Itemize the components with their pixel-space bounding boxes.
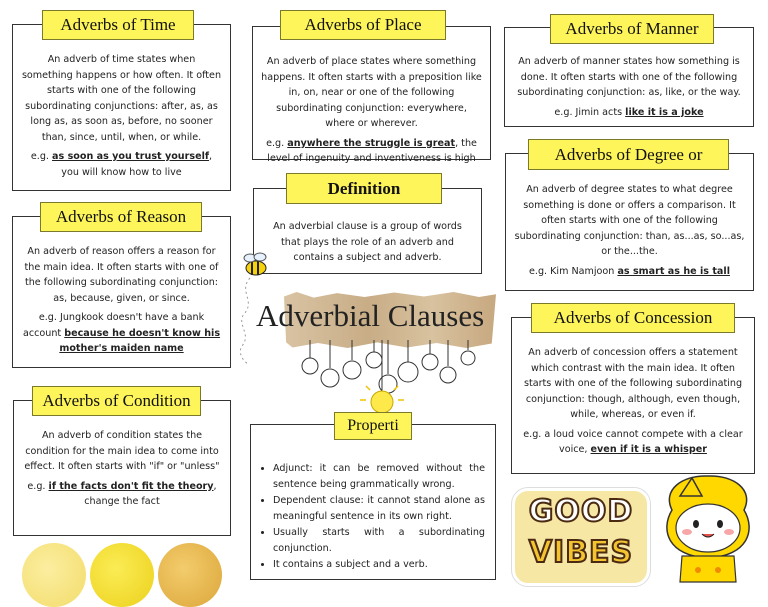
time-example: e.g. as soon as you trust yourself, you will know how to live	[30, 151, 213, 178]
reason-box	[12, 216, 231, 368]
degree-body: An adverb of degree states to what degree something is done or offers a comparison. It often starts with one of the following subordinating conjunction: than, as...as, so...as, or the...the.	[514, 184, 745, 257]
swatch-gold	[158, 543, 222, 607]
properties-box	[250, 424, 496, 580]
good-vibes-sticker	[512, 488, 650, 586]
time-example-clause: as soon as you trust yourself	[52, 151, 210, 162]
reason-example-clause: because he doesn't know his mother's maiden name	[59, 327, 221, 354]
good-vibes-line1: GOOD	[528, 494, 634, 529]
property-item: • Dependent clause: it cannot stand alone as meaningful sentence in its own right.	[273, 493, 485, 524]
time-box	[12, 24, 231, 191]
property-item: • It contains a subject and a verb.	[273, 557, 485, 573]
place-example-clause: anywhere the struggle is great	[287, 137, 456, 149]
properties-list	[251, 461, 495, 573]
page-title: Adverbial Clauses	[256, 298, 485, 333]
manner-body: An adverb of manner states how something is done. It often starts with one of the following subordinating conjunction: as, like, or the way.	[517, 56, 741, 98]
reason-heading: Adverbs of Reason	[40, 202, 202, 232]
condition-box	[13, 400, 231, 536]
properties-heading: Properti	[334, 412, 412, 440]
concession-heading: Adverbs of Concession	[531, 303, 735, 333]
place-box	[252, 26, 491, 164]
place-example: e.g. anywhere the struggle is great, the level of ingenuity and inventiveness is high	[266, 137, 477, 164]
place-heading: Adverbs of Place	[280, 10, 446, 40]
concession-example: e.g. a loud voice cannot compete with a clear voice, even if it is a whisper	[523, 428, 743, 455]
degree-example: e.g. Kim Namjoon as smart as he is tall	[529, 265, 730, 277]
definition-heading: Definition	[286, 173, 442, 204]
definition-body: An adverbial clause is a group of words that plays the role of an adverb and contains a subject and adverb.	[273, 221, 462, 263]
condition-example-clause: if the facts don't fit the theory	[48, 480, 214, 492]
property-item: • Adjunct: it can be removed without the sentence being grammatically wrong.	[273, 461, 485, 492]
swatch-yellow	[90, 543, 154, 607]
yellow-character-illustration	[652, 470, 764, 590]
concession-example-clause: even if it is a whisper	[590, 444, 707, 455]
concession-box	[511, 317, 755, 474]
reason-body: An adverb of reason offers a reason for the main idea. It often starts with one of the following subordinating conjunction: as, because, given, or since.	[24, 246, 219, 304]
concession-body: An adverb of concession offers a statement which contrast with the main idea. It often starts with one of the following subordinating conjunction: though, although, even though, while, whereas, or even if.	[523, 347, 743, 420]
condition-heading: Adverbs of Condition	[32, 386, 201, 416]
manner-heading: Adverbs of Manner	[550, 14, 714, 44]
property-item: • Usually starts with a subordinating conjunction.	[273, 525, 485, 556]
time-heading: Adverbs of Time	[42, 10, 194, 40]
time-body: An adverb of time states when something happens or how often. It often starts with one of the following subordinating conjunctions: after, as, as long as, as soon as, before, no sooner than, since, until, when, or while.	[21, 54, 222, 143]
place-body: An adverb of place states where something happens. It often starts with a preposition like in, on, near or one of the following subordinating conjunction: everywhere, where or wherever.	[261, 56, 482, 129]
good-vibes-line2: VIBES	[528, 535, 634, 570]
condition-example: e.g. if the facts don't fit the theory, change the fact	[27, 480, 217, 507]
manner-example: e.g. Jimin acts like it is a joke	[554, 106, 704, 118]
degree-example-clause: as smart as he is tall	[617, 265, 730, 277]
degree-box	[505, 153, 754, 291]
swatch-light-yellow	[22, 543, 86, 607]
reason-example: e.g. Jungkook doesn't have a bank account because he doesn't know his mother's maiden name	[22, 312, 221, 354]
manner-example-clause: like it is a joke	[625, 106, 704, 118]
condition-body: An adverb of condition states the condition for the main idea to come into effect. It often starts with "if" or "unless"	[24, 430, 220, 472]
lightbulbs-illustration	[296, 340, 492, 420]
degree-heading: Adverbs of Degree or	[528, 139, 729, 170]
bee-icon	[236, 246, 272, 366]
